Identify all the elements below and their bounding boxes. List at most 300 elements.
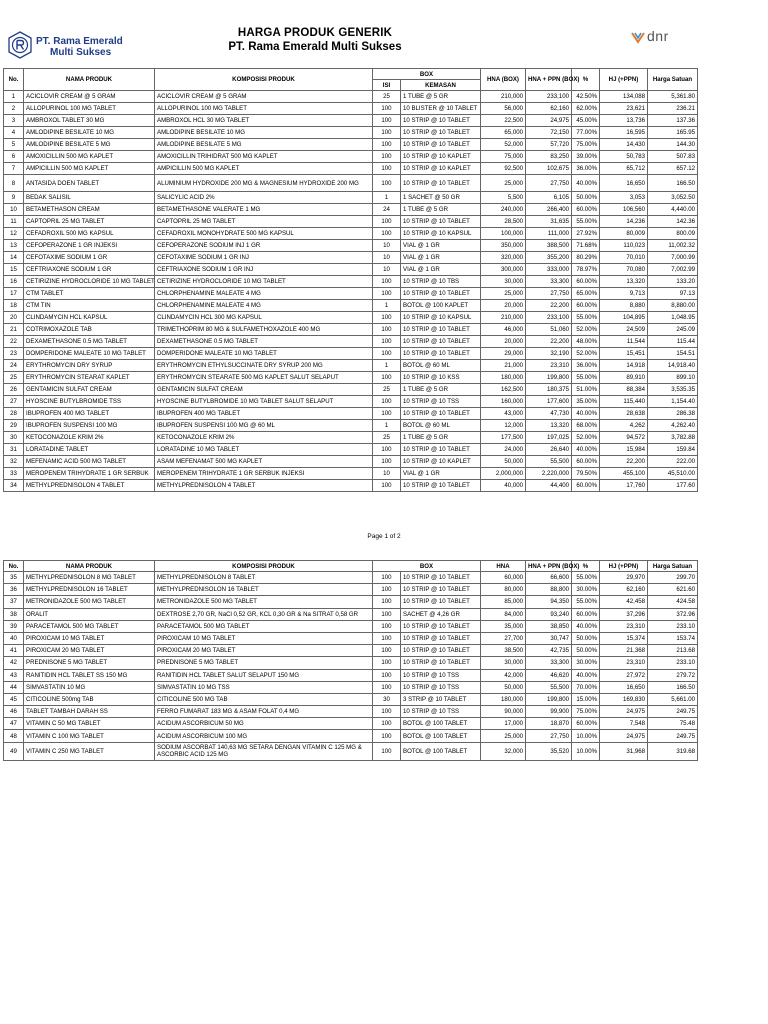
cell-hna: 27,700 — [481, 632, 526, 644]
cell-no: 30 — [4, 432, 24, 444]
cell-hna: 84,000 — [481, 608, 526, 620]
cell-komposisi: CITICOLINE 500 MG TAB — [155, 693, 373, 705]
cell-no: 1 — [4, 91, 24, 103]
cell-harga-satuan: 249.75 — [648, 706, 698, 718]
cell-isi: 100 — [373, 127, 401, 139]
cell-harga-satuan: 899.10 — [648, 372, 698, 384]
cell-hna-ppn: 13,320 — [526, 420, 572, 432]
cell-harga-satuan: 319.68 — [648, 742, 698, 760]
cell-harga-satuan: 45,510.00 — [648, 468, 698, 480]
cell-hna-ppn: 233,100 — [526, 91, 572, 103]
cell-nama-produk: LORATADINE TABLET — [24, 444, 155, 456]
cell-nama-produk: METHYLPREDNISOLON 4 TABLET — [24, 480, 155, 492]
cell-nama-produk: VITAMIN C 250 MG TABLET — [24, 742, 155, 760]
cell-percent: 48.00% — [572, 336, 600, 348]
cell-hna-ppn: 197,025 — [526, 432, 572, 444]
cell-hj: 7,548 — [600, 718, 648, 730]
cell-hj: 104,895 — [600, 312, 648, 324]
cell-isi: 100 — [373, 408, 401, 420]
cell-hna: 35,000 — [481, 620, 526, 632]
table-row — [4, 608, 698, 620]
cell-hj: 21,368 — [600, 645, 648, 657]
cell-harga-satuan: 177.60 — [648, 480, 698, 492]
table-row — [4, 572, 698, 584]
cell-hna: 180,000 — [481, 372, 526, 384]
cell-isi: 24 — [373, 204, 401, 216]
cell-komposisi: ACICLOVIR CREAM @ 5 GRAM — [155, 91, 373, 103]
cell-isi: 100 — [373, 396, 401, 408]
cell-isi: 25 — [373, 432, 401, 444]
col-header-percent: % — [572, 69, 600, 91]
cell-isi: 25 — [373, 91, 401, 103]
cell-no: 27 — [4, 396, 24, 408]
cell-nama-produk: DEXAMETHASONE 0.5 MG TABLET — [24, 336, 155, 348]
table-row — [4, 324, 698, 336]
cell-isi: 100 — [373, 216, 401, 228]
cell-komposisi: METHYLPREDNISOLON 8 TABLET — [155, 572, 373, 584]
col-header-isi: ISI — [373, 80, 401, 91]
cell-hna-ppn: 26,640 — [526, 444, 572, 456]
cell-percent: 55.00% — [572, 372, 600, 384]
table-row — [4, 632, 698, 644]
col-header-hj: HJ (+PPN) — [600, 561, 648, 572]
table-row — [4, 468, 698, 480]
cell-hj: 23,621 — [600, 103, 648, 115]
cell-kemasan: 10 STRIP @ 10 TABLET — [401, 620, 481, 632]
cell-isi: 100 — [373, 669, 401, 681]
table-row — [4, 240, 698, 252]
cell-nama-produk: ERYTHROMYCIN STEARAT KAPLET — [24, 372, 155, 384]
table-row — [4, 192, 698, 204]
cell-hna-ppn: 111,000 — [526, 228, 572, 240]
cell-kemasan: 10 STRIP @ 10 KSS — [401, 372, 481, 384]
document-title: HARGA PRODUK GENERIK — [237, 27, 393, 39]
cell-hj: 106,560 — [600, 204, 648, 216]
cell-nama-produk: COTRIMOXAZOLE TAB — [24, 324, 155, 336]
cell-komposisi: METHYLPREDNISOLON 4 TABLET — [155, 480, 373, 492]
cell-komposisi: PIROXICAM 20 MG TABLET — [155, 645, 373, 657]
cell-hj: 15,984 — [600, 444, 648, 456]
cell-hna: 80,000 — [481, 584, 526, 596]
cell-kemasan: 1 SACHET @ 50 GR — [401, 192, 481, 204]
cell-hna-ppn: 44,400 — [526, 480, 572, 492]
cell-nama-produk: CEFOTAXIME SODIUM 1 GR — [24, 252, 155, 264]
cell-no: 17 — [4, 288, 24, 300]
cell-percent: 77.00% — [572, 127, 600, 139]
cell-kemasan: VIAL @ 1 GR — [401, 264, 481, 276]
cell-harga-satuan: 424.58 — [648, 596, 698, 608]
cell-percent: 40.00% — [572, 620, 600, 632]
cell-no: 22 — [4, 336, 24, 348]
cell-hna: 43,000 — [481, 408, 526, 420]
cell-hna-ppn: 102,675 — [526, 163, 572, 175]
cell-harga-satuan: 115.44 — [648, 336, 698, 348]
cell-isi: 100 — [373, 645, 401, 657]
cell-hna: 29,000 — [481, 348, 526, 360]
cell-hj: 29,970 — [600, 572, 648, 584]
cell-harga-satuan: 5,661.00 — [648, 693, 698, 705]
cell-nama-produk: BEDAK SALISIL — [24, 192, 155, 204]
cell-hna-ppn: 51,060 — [526, 324, 572, 336]
cell-isi: 100 — [373, 115, 401, 127]
cell-hj: 31,968 — [600, 742, 648, 760]
cell-harga-satuan: 159.84 — [648, 444, 698, 456]
table-row — [4, 151, 698, 163]
table-body-page1 — [4, 91, 698, 492]
cell-hna: 56,000 — [481, 103, 526, 115]
cell-isi: 100 — [373, 596, 401, 608]
brand-mark-icon — [630, 30, 646, 44]
table-row — [4, 718, 698, 730]
cell-isi: 100 — [373, 706, 401, 718]
cell-hna-ppn: 38,850 — [526, 620, 572, 632]
table-row — [4, 175, 698, 192]
cell-isi: 100 — [373, 480, 401, 492]
cell-percent: 15.00% — [572, 693, 600, 705]
cell-nama-produk: DOMPERIDONE MALEATE 10 MG TABLET — [24, 348, 155, 360]
cell-hj: 62,160 — [600, 584, 648, 596]
cell-nama-produk: ERYTHROMYCIN DRY SYRUP — [24, 360, 155, 372]
cell-kemasan: 10 STRIP @ 10 TABLET — [401, 596, 481, 608]
cell-harga-satuan: 249.75 — [648, 730, 698, 742]
cell-nama-produk: CEFADROXIL 500 MG KAPSUL — [24, 228, 155, 240]
cell-percent: 60.00% — [572, 608, 600, 620]
cell-hna: 22,500 — [481, 115, 526, 127]
cell-komposisi: AMLODIPINE BESILATE 5 MG — [155, 139, 373, 151]
cell-hj: 15,374 — [600, 632, 648, 644]
cell-no: 2 — [4, 103, 24, 115]
cell-hna-ppn: 180,375 — [526, 384, 572, 396]
cell-hna: 52,000 — [481, 139, 526, 151]
cell-hna-ppn: 57,720 — [526, 139, 572, 151]
cell-hj: 17,760 — [600, 480, 648, 492]
cell-harga-satuan: 1,154.40 — [648, 396, 698, 408]
cell-hj: 115,440 — [600, 396, 648, 408]
cell-kemasan: 1 TUBE @ 5 GR — [401, 91, 481, 103]
cell-percent: 68.00% — [572, 420, 600, 432]
cell-no: 9 — [4, 192, 24, 204]
cell-percent: 40.00% — [572, 669, 600, 681]
cell-harga-satuan: 153.74 — [648, 632, 698, 644]
cell-komposisi: LORATADINE 10 MG TABLET — [155, 444, 373, 456]
table-row — [4, 336, 698, 348]
cell-hna: 25,000 — [481, 730, 526, 742]
cell-komposisi: AMPICILLIN 500 MG KAPLET — [155, 163, 373, 175]
cell-kemasan: 1 TUBE @ 5 GR — [401, 204, 481, 216]
table-row — [4, 372, 698, 384]
cell-percent: 70.00% — [572, 681, 600, 693]
cell-hna: 90,000 — [481, 706, 526, 718]
cell-isi: 100 — [373, 718, 401, 730]
cell-komposisi: CHLORPHENAMINE MALEATE 4 MG — [155, 300, 373, 312]
cell-nama-produk: CTM TIN — [24, 300, 155, 312]
cell-hj: 65,712 — [600, 163, 648, 175]
cell-percent: 10.00% — [572, 742, 600, 760]
cell-hna: 75,000 — [481, 151, 526, 163]
cell-no: 38 — [4, 608, 24, 620]
cell-komposisi: FERRO FUMARAT 183 MG & ASAM FOLAT 0,4 MG — [155, 706, 373, 718]
cell-hna: 300,000 — [481, 264, 526, 276]
cell-hna-ppn: 94,350 — [526, 596, 572, 608]
cell-percent: 40.00% — [572, 408, 600, 420]
cell-hna-ppn: 266,400 — [526, 204, 572, 216]
cell-kemasan: 10 STRIP @ 10 TABLET — [401, 572, 481, 584]
cell-nama-produk: HYOSCINE BUTYLBROMIDE TSS — [24, 396, 155, 408]
cell-komposisi: DOMPERIDONE MALEATE 10 MG TABLET — [155, 348, 373, 360]
cell-hj: 70,010 — [600, 252, 648, 264]
cell-hna-ppn: 33,300 — [526, 657, 572, 669]
cell-hna: 162,500 — [481, 384, 526, 396]
cell-hj: 80,009 — [600, 228, 648, 240]
cell-nama-produk: RANITIDIN HCL TABLET SS 150 MG — [24, 669, 155, 681]
cell-no: 25 — [4, 372, 24, 384]
table-row — [4, 596, 698, 608]
cell-no: 43 — [4, 669, 24, 681]
cell-hna-ppn: 23,310 — [526, 360, 572, 372]
cell-hna-ppn: 199,800 — [526, 372, 572, 384]
cell-hna: 85,000 — [481, 596, 526, 608]
table-row — [4, 432, 698, 444]
col-header-hj: HJ (+PPN) — [600, 69, 648, 91]
cell-hna-ppn: 199,800 — [526, 693, 572, 705]
cell-kemasan: 10 STRIP @ 10 TSS — [401, 681, 481, 693]
cell-nama-produk: AMLODIPINE BESILATE 10 MG — [24, 127, 155, 139]
cell-isi: 100 — [373, 584, 401, 596]
cell-harga-satuan: 165.95 — [648, 127, 698, 139]
cell-harga-satuan: 3,052.50 — [648, 192, 698, 204]
cell-isi: 100 — [373, 620, 401, 632]
table-row — [4, 408, 698, 420]
cell-isi: 100 — [373, 681, 401, 693]
table-row — [4, 584, 698, 596]
cell-isi: 100 — [373, 151, 401, 163]
cell-hj: 37,296 — [600, 608, 648, 620]
cell-nama-produk: ANTASIDA DOEN TABLET — [24, 175, 155, 192]
cell-nama-produk: AMPICILLIN 500 MG KAPLET — [24, 163, 155, 175]
cell-harga-satuan: 154.51 — [648, 348, 698, 360]
cell-komposisi: AMLODIPINE BESILATE 10 MG — [155, 127, 373, 139]
cell-percent: 30.00% — [572, 584, 600, 596]
cell-komposisi: KETOCONAZOLE KRIM 2% — [155, 432, 373, 444]
cell-no: 44 — [4, 681, 24, 693]
cell-kemasan: 10 BLISTER @ 10 TABLET — [401, 103, 481, 115]
cell-kemasan: 10 STRIP @ 10 KAPLET — [401, 151, 481, 163]
cell-percent: 36.00% — [572, 360, 600, 372]
cell-hna-ppn: 27,750 — [526, 288, 572, 300]
cell-isi: 100 — [373, 312, 401, 324]
cell-hj: 27,972 — [600, 669, 648, 681]
table-row — [4, 657, 698, 669]
table-row — [4, 103, 698, 115]
cell-isi: 100 — [373, 572, 401, 584]
cell-isi: 25 — [373, 384, 401, 396]
cell-harga-satuan: 507.83 — [648, 151, 698, 163]
table-row — [4, 420, 698, 432]
cell-nama-produk: TABLET TAMBAH DARAH SS — [24, 706, 155, 718]
company-logo-icon — [7, 31, 33, 59]
cell-no: 12 — [4, 228, 24, 240]
table-row — [4, 228, 698, 240]
cell-percent: 55.00% — [572, 596, 600, 608]
cell-nama-produk: AMLODIPINE BESILATE 5 MG — [24, 139, 155, 151]
company-name — [36, 36, 123, 58]
price-table-page2 — [3, 560, 698, 761]
cell-hj: 42,458 — [600, 596, 648, 608]
cell-harga-satuan: 245.09 — [648, 324, 698, 336]
cell-percent: 40.00% — [572, 444, 600, 456]
cell-hna: 30,000 — [481, 657, 526, 669]
cell-hna: 210,000 — [481, 312, 526, 324]
cell-komposisi: SIMVASTATIN 10 MG TSS — [155, 681, 373, 693]
cell-komposisi: ASAM MEFENAMAT 500 MG KAPLET — [155, 456, 373, 468]
table-body-page2 — [4, 572, 698, 761]
table-row — [4, 706, 698, 718]
cell-nama-produk: CTM TABLET — [24, 288, 155, 300]
cell-kemasan: VIAL @ 1 GR — [401, 240, 481, 252]
cell-kemasan: 10 STRIP @ 10 TABLET — [401, 127, 481, 139]
cell-no: 5 — [4, 139, 24, 151]
cell-isi: 100 — [373, 372, 401, 384]
table-row — [4, 312, 698, 324]
cell-harga-satuan: 222.00 — [648, 456, 698, 468]
cell-percent: 50.00% — [572, 192, 600, 204]
cell-hj: 110,023 — [600, 240, 648, 252]
cell-harga-satuan: 3,535.35 — [648, 384, 698, 396]
cell-komposisi: ACIDUM ASCORBICUM 100 MG — [155, 730, 373, 742]
cell-no: 36 — [4, 584, 24, 596]
cell-no: 46 — [4, 706, 24, 718]
cell-hj: 94,572 — [600, 432, 648, 444]
col-header-nama-produk: NAMA PRODUK — [24, 561, 155, 572]
cell-hna: 60,000 — [481, 572, 526, 584]
cell-komposisi: ERYTHROMYCIN ETHYLSUCCINATE DRY SYRUP 200 MG — [155, 360, 373, 372]
cell-harga-satuan: 166.50 — [648, 175, 698, 192]
cell-hna-ppn: 35,520 — [526, 742, 572, 760]
col-header-hna: HNA — [481, 561, 526, 572]
cell-isi: 100 — [373, 608, 401, 620]
cell-hj: 15,451 — [600, 348, 648, 360]
cell-hj: 4,262 — [600, 420, 648, 432]
cell-hj: 24,975 — [600, 706, 648, 718]
cell-komposisi: ALUMINIUM HYDROXIDE 200 MG & MAGNESIUM HYDROXIDE 200 MG — [155, 175, 373, 192]
cell-hna-ppn: 177,600 — [526, 396, 572, 408]
cell-kemasan: 10 STRIP @ 10 TABLET — [401, 324, 481, 336]
cell-harga-satuan: 142.36 — [648, 216, 698, 228]
cell-nama-produk: PIROXICAM 20 MG TABLET — [24, 645, 155, 657]
cell-percent: 60.00% — [572, 480, 600, 492]
table-row — [4, 444, 698, 456]
cell-hj: 14,430 — [600, 139, 648, 151]
cell-no: 13 — [4, 240, 24, 252]
cell-kemasan: 10 STRIP @ 10 TABLET — [401, 139, 481, 151]
cell-komposisi: CEFOTAXIME SODIUM 1 GR INJ — [155, 252, 373, 264]
cell-isi: 100 — [373, 103, 401, 115]
col-header-hna-ppn: HNA + PPN (BOX) — [526, 69, 572, 91]
col-header-box: BOX — [373, 69, 481, 80]
cell-nama-produk: SIMVASTATIN 10 MG — [24, 681, 155, 693]
cell-hj: 16,650 — [600, 175, 648, 192]
col-header-harga-satuan: Harga Satuan — [648, 561, 698, 572]
cell-percent: 50.00% — [572, 645, 600, 657]
cell-hna: 42,000 — [481, 669, 526, 681]
company-name-line1: PT. Rama Emerald — [36, 36, 123, 47]
cell-no: 3 — [4, 115, 24, 127]
cell-no: 23 — [4, 348, 24, 360]
cell-nama-produk: GENTAMICIN SULFAT CREAM — [24, 384, 155, 396]
cell-nama-produk: METRONIDAZOLE 500 MG TABLET — [24, 596, 155, 608]
col-header-hna: HNA (BOX) — [481, 69, 526, 91]
cell-komposisi: CLINDAMYCIN HCL 300 MG KAPSUL — [155, 312, 373, 324]
cell-percent: 45.00% — [572, 115, 600, 127]
col-header-komposisi: KOMPOSISI PRODUK — [155, 69, 373, 91]
cell-percent: 60.00% — [572, 718, 600, 730]
cell-harga-satuan: 213.68 — [648, 645, 698, 657]
cell-kemasan: BOTOL @ 60 ML — [401, 360, 481, 372]
cell-percent: 35.00% — [572, 396, 600, 408]
cell-hna: 160,000 — [481, 396, 526, 408]
table-row — [4, 480, 698, 492]
cell-nama-produk: AMOXICILLIN 500 MG KAPLET — [24, 151, 155, 163]
cell-hna-ppn: 24,975 — [526, 115, 572, 127]
cell-komposisi: DEXAMETHASONE 0.5 MG TABLET — [155, 336, 373, 348]
cell-komposisi: CHLORPHENAMINE MALEATE 4 MG — [155, 288, 373, 300]
cell-isi: 100 — [373, 324, 401, 336]
cell-isi: 100 — [373, 444, 401, 456]
table-row — [4, 693, 698, 705]
cell-hna-ppn: 46,620 — [526, 669, 572, 681]
cell-hj: 24,975 — [600, 730, 648, 742]
cell-kemasan: VIAL @ 1 GR — [401, 252, 481, 264]
cell-no: 4 — [4, 127, 24, 139]
cell-nama-produk: CEFOPERAZONE 1 GR INJEKSI — [24, 240, 155, 252]
cell-komposisi: CETIRIZINE HYDROCLORIDE 10 MG TABLET — [155, 276, 373, 288]
cell-percent: 80.29% — [572, 252, 600, 264]
cell-hna-ppn: 233,100 — [526, 312, 572, 324]
cell-hj: 11,544 — [600, 336, 648, 348]
cell-no: 24 — [4, 360, 24, 372]
cell-no: 41 — [4, 645, 24, 657]
cell-komposisi: BETAMETHASONE VALERATE 1 MG — [155, 204, 373, 216]
cell-percent: 52.00% — [572, 348, 600, 360]
cell-hna-ppn: 99,900 — [526, 706, 572, 718]
cell-kemasan: 10 STRIP @ 10 TABLET — [401, 657, 481, 669]
table-row — [4, 396, 698, 408]
cell-kemasan: 10 STRIP @ 10 KAPLET — [401, 456, 481, 468]
cell-kemasan: 1 TUBE @ 5 GR — [401, 384, 481, 396]
cell-harga-satuan: 3,782.88 — [648, 432, 698, 444]
cell-nama-produk: ORALIT — [24, 608, 155, 620]
cell-no: 11 — [4, 216, 24, 228]
cell-hna-ppn: 88,800 — [526, 584, 572, 596]
cell-no: 42 — [4, 657, 24, 669]
cell-hna-ppn: 388,500 — [526, 240, 572, 252]
cell-harga-satuan: 299.70 — [648, 572, 698, 584]
cell-isi: 100 — [373, 336, 401, 348]
cell-no: 21 — [4, 324, 24, 336]
table-row — [4, 216, 698, 228]
cell-hna: 25,000 — [481, 288, 526, 300]
page-number: Page 1 of 2 — [367, 533, 401, 540]
cell-hna-ppn: 2,220,000 — [526, 468, 572, 480]
cell-percent: 75.00% — [572, 139, 600, 151]
cell-komposisi: MEROPENEM TRIHYDRATE 1 GR SERBUK INJEKSI — [155, 468, 373, 480]
cell-no: 40 — [4, 632, 24, 644]
cell-no: 37 — [4, 596, 24, 608]
table-row — [4, 252, 698, 264]
cell-komposisi: CEFADROXIL MONOHYDRATE 500 MG KAPSUL — [155, 228, 373, 240]
cell-isi: 100 — [373, 456, 401, 468]
cell-harga-satuan: 372.96 — [648, 608, 698, 620]
